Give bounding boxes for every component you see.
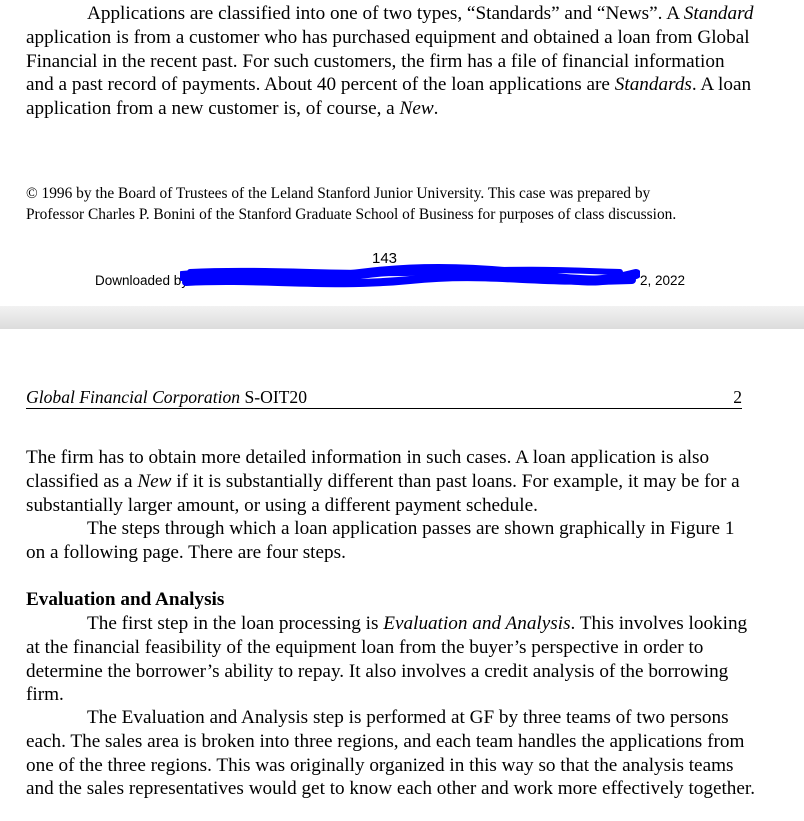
text-span-italic: New bbox=[137, 470, 172, 492]
copyright-notice bbox=[26, 183, 786, 225]
redaction-scribble bbox=[180, 262, 640, 296]
intro-paragraph bbox=[26, 2, 756, 121]
text-span: The firm has to obtain more detailed information in such cases. A loan application is also classified as a bbox=[26, 447, 710, 492]
header-company: Global Financial Corporation bbox=[26, 387, 241, 407]
document-page-143 bbox=[0, 0, 804, 306]
text-span-italic: Evaluation and Analysis bbox=[383, 613, 571, 634]
text-span: if it is substantially different than past loans. For example, it may be for a substantially larger amount, or using a different payment schedule. bbox=[26, 470, 740, 516]
paragraph-new-classification bbox=[26, 446, 756, 517]
section-heading: Evaluation and Analysis bbox=[26, 589, 225, 610]
text-span-italic: Standards bbox=[614, 74, 692, 96]
paragraph-teams: The Evaluation and Analysis step is performed at GF by three teams of two persons each. The sales area is broken into three regions, and each team handles the applications from one of the three regions. This was originally organized in this way so that the analysis teams and the sales representatives would get to know each other and work more effectively together. bbox=[26, 707, 756, 800]
text-span: . A loan application from a new customer is, of course, a bbox=[26, 74, 752, 120]
text-span-italic: Standard bbox=[683, 3, 754, 24]
paragraph-first-step bbox=[26, 612, 756, 707]
document-page-2 bbox=[0, 329, 804, 821]
header-code: S-OIT20 bbox=[240, 387, 308, 407]
page-gap bbox=[0, 306, 804, 329]
text-span: Applications are classified into one of two types, “Standards” and “News”. A bbox=[87, 3, 684, 24]
running-header bbox=[26, 386, 742, 409]
text-span: The first step in the loan processing is bbox=[87, 613, 384, 634]
copyright-line-2: Professor Charles P. Bonini of the Stanford Graduate School of Business for purposes of class discussion. bbox=[26, 206, 677, 223]
text-span: application is from a customer who has purchased equipment and obtained a loan from Global Financial in the recent past. For such customers, the firm has a file of financial information and a past record of payments. About 40 percent of the loan applications are bbox=[26, 26, 750, 96]
download-label: Downloaded by bbox=[95, 273, 189, 288]
text-span: . bbox=[433, 98, 439, 120]
header-title bbox=[26, 387, 307, 408]
text-span-italic: New bbox=[399, 98, 434, 120]
download-date: 2, 2022 bbox=[640, 273, 686, 288]
page-number: 143 bbox=[372, 250, 398, 267]
text-span: . This involves looking at the financial feasibility of the equipment loan from the buyer’s perspective in order to determine the borrower’s ability to repay. It also involves a credit analysis of the borrowing firm. bbox=[26, 613, 748, 706]
paragraph-steps: The steps through which a loan application passes are shown graphically in Figure 1 on a following page. There are four steps. bbox=[26, 518, 735, 563]
copyright-line-1: © 1996 by the Board of Trustees of the Leland Stanford Junior University. This case was prepared by bbox=[26, 185, 651, 202]
header-page-number: 2 bbox=[733, 387, 742, 407]
